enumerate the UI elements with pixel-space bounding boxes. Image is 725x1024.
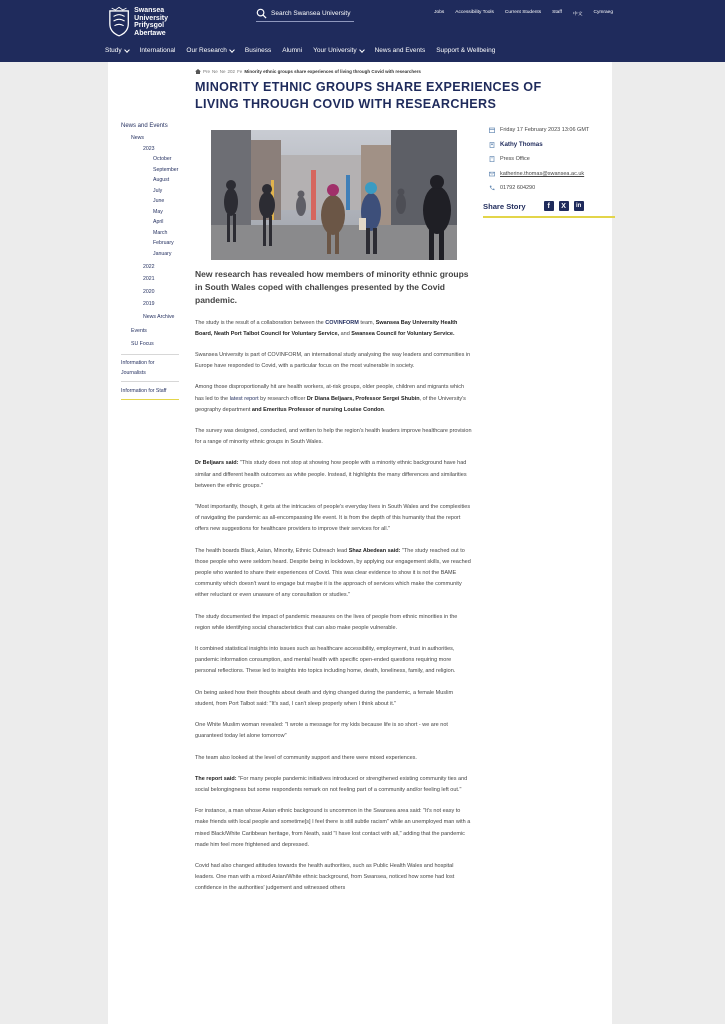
meta-phone: [489, 181, 619, 196]
home-icon[interactable]: [195, 69, 201, 74]
meta-author: [489, 138, 619, 153]
sidebar-item-info-journalists[interactable]: Information for Journalists: [121, 360, 155, 376]
utility-link-current-students[interactable]: Current Students: [504, 10, 542, 15]
logo-line-1: Swansea: [134, 7, 165, 14]
text-bold: Swansea Bay University Health Board, Neath Port Talbot Council for Voluntary Service,: [195, 319, 458, 337]
logo-line-3: Prifysgol: [134, 22, 165, 29]
nav-label: News and Events: [374, 47, 426, 54]
nav-our-research[interactable]: [186, 47, 233, 54]
article-paragraph: [195, 318, 472, 340]
sidebar-item-month[interactable]: June: [153, 198, 165, 204]
nav-label: Study: [105, 47, 122, 54]
text-bold: and Emeritus Professor of nursing Louise Condon: [251, 406, 384, 413]
nav-business[interactable]: [245, 47, 271, 54]
article-paragraph: The survey was designed, conducted, and written to help the region's health leaders improve healthcare provision for a range of minority ethnic groups in South Wales.: [195, 428, 472, 446]
nav-alumni[interactable]: [282, 47, 302, 54]
text: The study is the result of a collaboration between the: [195, 319, 326, 326]
page-title: MINORITY ETHNIC GROUPS SHARE EXPERIENCES OF LIVING THROUGH COVID WITH RESEARCHERS: [195, 80, 542, 111]
breadcrumb: [195, 69, 421, 74]
nav-your-university[interactable]: [313, 47, 363, 54]
text-bold: Dr Diana Beljaars, Professor Sergei Shubin: [306, 395, 420, 402]
chevron-down-icon: [359, 47, 365, 53]
chevron-down-icon: [229, 47, 235, 53]
logo-wordmark: [134, 7, 168, 37]
sidebar-item-month[interactable]: July: [153, 187, 163, 194]
covinform-link[interactable]: COVINFORM: [325, 319, 359, 326]
breadcrumb-item[interactable]: 202: [227, 69, 236, 74]
text: Among those disproportionally hit are health workers, at-risk groups, older people, children and migrants which has led to the: [195, 384, 465, 402]
text-bold: Dr Beljaars said:: [195, 460, 239, 467]
article-paragraph: [195, 774, 472, 796]
meta-date-text: Friday 17 February 2023 13:06 GMT: [500, 127, 590, 134]
utility-link-jobs[interactable]: Jobs: [434, 10, 445, 15]
phone-icon: [489, 185, 495, 191]
sidebar-item-month[interactable]: October: [153, 156, 172, 162]
meta-office-text: Press Office: [500, 156, 530, 163]
sidebar-item-year[interactable]: 2021: [143, 276, 155, 282]
linkedin-icon[interactable]: in: [574, 201, 584, 211]
utility-nav: [434, 10, 613, 17]
sidebar-item-year[interactable]: 2022: [143, 264, 155, 270]
text: The health boards Black, Asian, Minority, Ethnic Outreach lead: [195, 547, 349, 554]
article-body: [195, 268, 472, 905]
nav-label: Our Research: [186, 47, 227, 54]
logo-line-2: University: [134, 14, 168, 22]
text-bold: Shaz Abedean said:: [348, 547, 401, 554]
sidebar-item-news[interactable]: News: [131, 135, 144, 141]
text: "The study reached out to those people who were seldom heard. Despite being in lockdown, by applying our engagement skills, we reached people who wanted to share their experiences of Covid. This was clear evidence to show it is not the BAME community which doesn't want to engage but maybe it is the approach of services which make the community either reluctant or even unaware of any consultation or studies.": [195, 547, 471, 599]
search-icon[interactable]: [256, 8, 267, 19]
person-icon: [489, 142, 495, 148]
article-paragraph: [195, 382, 472, 416]
text: , of the University's geography department: [195, 395, 466, 413]
site-header: [0, 0, 725, 62]
sidebar-item-news-and-events[interactable]: News and Events: [121, 123, 168, 129]
nav-label: Alumni: [282, 47, 303, 54]
sidebar-item-month[interactable]: January: [153, 250, 172, 257]
nav-international[interactable]: [140, 47, 176, 54]
university-logo[interactable]: [108, 5, 168, 39]
breadcrumb-item[interactable]: Ne: [212, 69, 218, 74]
sidebar-divider: [121, 354, 179, 355]
meta-email-link[interactable]: katherine.thomas@swansea.ac.uk: [500, 170, 585, 177]
x-icon[interactable]: X: [559, 201, 569, 211]
article-paragraph: [195, 546, 472, 602]
utility-link-cymraeg[interactable]: Cymraeg: [593, 10, 613, 15]
logo-line-4: Abertawe: [134, 29, 166, 37]
breadcrumb-item[interactable]: Fe: [237, 69, 243, 74]
sidebar-item-month[interactable]: April: [153, 219, 164, 225]
meta-author-text: Kathy Thomas: [500, 141, 543, 149]
nav-label: Business: [244, 47, 272, 54]
breadcrumb-current: Minority ethnic groups share experiences of living through Covid with researchers: [244, 69, 421, 74]
utility-link-chinese[interactable]: 中文: [572, 12, 583, 17]
text: "For many people pandemic initiatives introduced or strengthened existing community ties and social belongingness but some respondents remark on not feeling part of a community and/or feeling left out.": [195, 775, 468, 793]
nav-label: International: [139, 47, 176, 54]
sidebar-item-year[interactable]: 2020: [143, 289, 155, 295]
breadcrumb-item[interactable]: Pre: [203, 69, 211, 74]
text-bold: Swansea Council for Voluntary Service.: [351, 330, 455, 337]
share-label: Share Story: [483, 201, 526, 211]
chevron-down-icon: [124, 47, 130, 53]
article-paragraph: The study documented the impact of pandemic measures on the lives of people from ethnic minorities in the region while identifying social characteristics that can also make people vulnerable.: [195, 613, 458, 631]
sidebar-item-su-focus[interactable]: SU Focus: [131, 341, 154, 347]
sidebar-item-month[interactable]: March: [153, 229, 168, 236]
sidebar-item-month[interactable]: September: [153, 166, 179, 173]
article-paragraph: "Most importantly, though, it gets at the intricacies of people's everyday lives in South Wales and the complexities of navigating the pandemic as all-encompassing life event. It is from the depth of this humanity that the report offers new suggestions for healthcare providers to improve their services for all.": [195, 504, 471, 533]
meta-email: [489, 167, 619, 182]
article-hero-image: [211, 130, 457, 260]
utility-link-accessibility[interactable]: Accessibility Tools: [455, 10, 494, 15]
calendar-icon: [489, 127, 495, 133]
article-paragraph: Swansea University is part of COVINFORM, an international study analysing the way leaders and communities in Europe have responded to Covid, with a particular focus on the most vulnerable in society.: [195, 352, 471, 370]
meta-office: [489, 152, 619, 167]
nav-news-and-events[interactable]: [375, 47, 426, 54]
article-paragraph: The team also looked at the level of community support and there were mixed experiences.: [195, 754, 417, 761]
text: and: [339, 330, 352, 337]
nav-study[interactable]: [105, 47, 129, 54]
breadcrumb-item[interactable]: Ne: [219, 69, 226, 74]
text: "This study does not stop at showing how people with a minority ethnic background have had similar and different health outcomes as white people. Instead, it highlights the many differences and similarities between the ethnic groups.": [195, 460, 467, 489]
sidebar-item-year[interactable]: 2019: [143, 301, 155, 307]
latest-report-link[interactable]: latest report: [229, 395, 259, 402]
sidebar-item-month[interactable]: May: [153, 208, 163, 215]
sidebar-item-info-staff[interactable]: Information for Staff: [121, 388, 167, 394]
nav-label: Your University: [313, 47, 357, 54]
sidebar-item-events[interactable]: Events: [131, 328, 147, 334]
crest-icon: [108, 6, 130, 38]
text: .: [383, 406, 386, 413]
nav-support-wellbeing[interactable]: [436, 47, 495, 54]
text: by research officer: [258, 395, 307, 402]
sidebar-item-news-archive[interactable]: News Archive: [143, 314, 175, 320]
search-input[interactable]: [271, 10, 351, 17]
article-paragraph: On being asked how their thoughts about death and dying changed during the pandemic, a female Muslim student, from Port Talbot said: "It's sad, I can't sleep properly when I think about it.": [195, 689, 454, 707]
article-meta: [489, 123, 619, 196]
facebook-icon[interactable]: f: [544, 201, 554, 211]
utility-link-staff[interactable]: Staff: [552, 10, 562, 15]
sidebar-accent-line: [121, 399, 179, 400]
share-story: [483, 196, 615, 218]
email-icon: [489, 171, 495, 177]
building-icon: [489, 156, 495, 162]
sidebar-item-month[interactable]: August: [153, 177, 170, 183]
article-paragraph: For instance, a man whose Asian ethnic background is uncommon in the Swansea area said: "It's not easy to make friends with local people and sometime[s] I feel there is still subtle racism" while an unemployed man with a mixed Black/White Caribbean heritage, from Neath, said "I have lost contact with all," adding that the pandemic made him feel more frightened and depressed.: [195, 808, 471, 848]
text: team,: [358, 319, 376, 326]
article-paragraph: One White Muslim woman revealed: "I wrote a message for my kids because life is so short - we are not guaranteed today let alone tomorrow": [195, 722, 448, 740]
article-lead: New research has revealed how members of minority ethnic groups in South Wales coped with challenges presented by the Covid pandemic.: [195, 269, 469, 306]
sidebar-item-month[interactable]: February: [153, 240, 174, 246]
meta-date: [489, 123, 619, 138]
search-bar[interactable]: [256, 6, 354, 22]
meta-phone-text: 01792 604290: [500, 185, 536, 192]
sidebar-item-2023[interactable]: 2023: [143, 146, 155, 152]
text-bold: The report said:: [195, 775, 237, 782]
article-paragraph: Covid had also changed attitudes towards the health authorities, such as Public Health Wales and hospital leaders. One man with a mixed Asian/White ethnic background, from Swansea, noticed how some had lost confidence in the authorities' judgement and witnessed others: [195, 862, 455, 892]
main-nav: [105, 47, 506, 54]
article-paragraph: It combined statistical insights into issues such as healthcare accessibility, employment, trust in authorities, pandemic information consumption, and mental health with specific open-ended questions requiring more personal reflections. These led to insights into topics including home, death, loneliness, family, and religion.: [195, 646, 456, 675]
nav-label: Support & Wellbeing: [436, 47, 496, 54]
sidebar-divider: [121, 381, 179, 382]
article-paragraph: [195, 458, 472, 492]
